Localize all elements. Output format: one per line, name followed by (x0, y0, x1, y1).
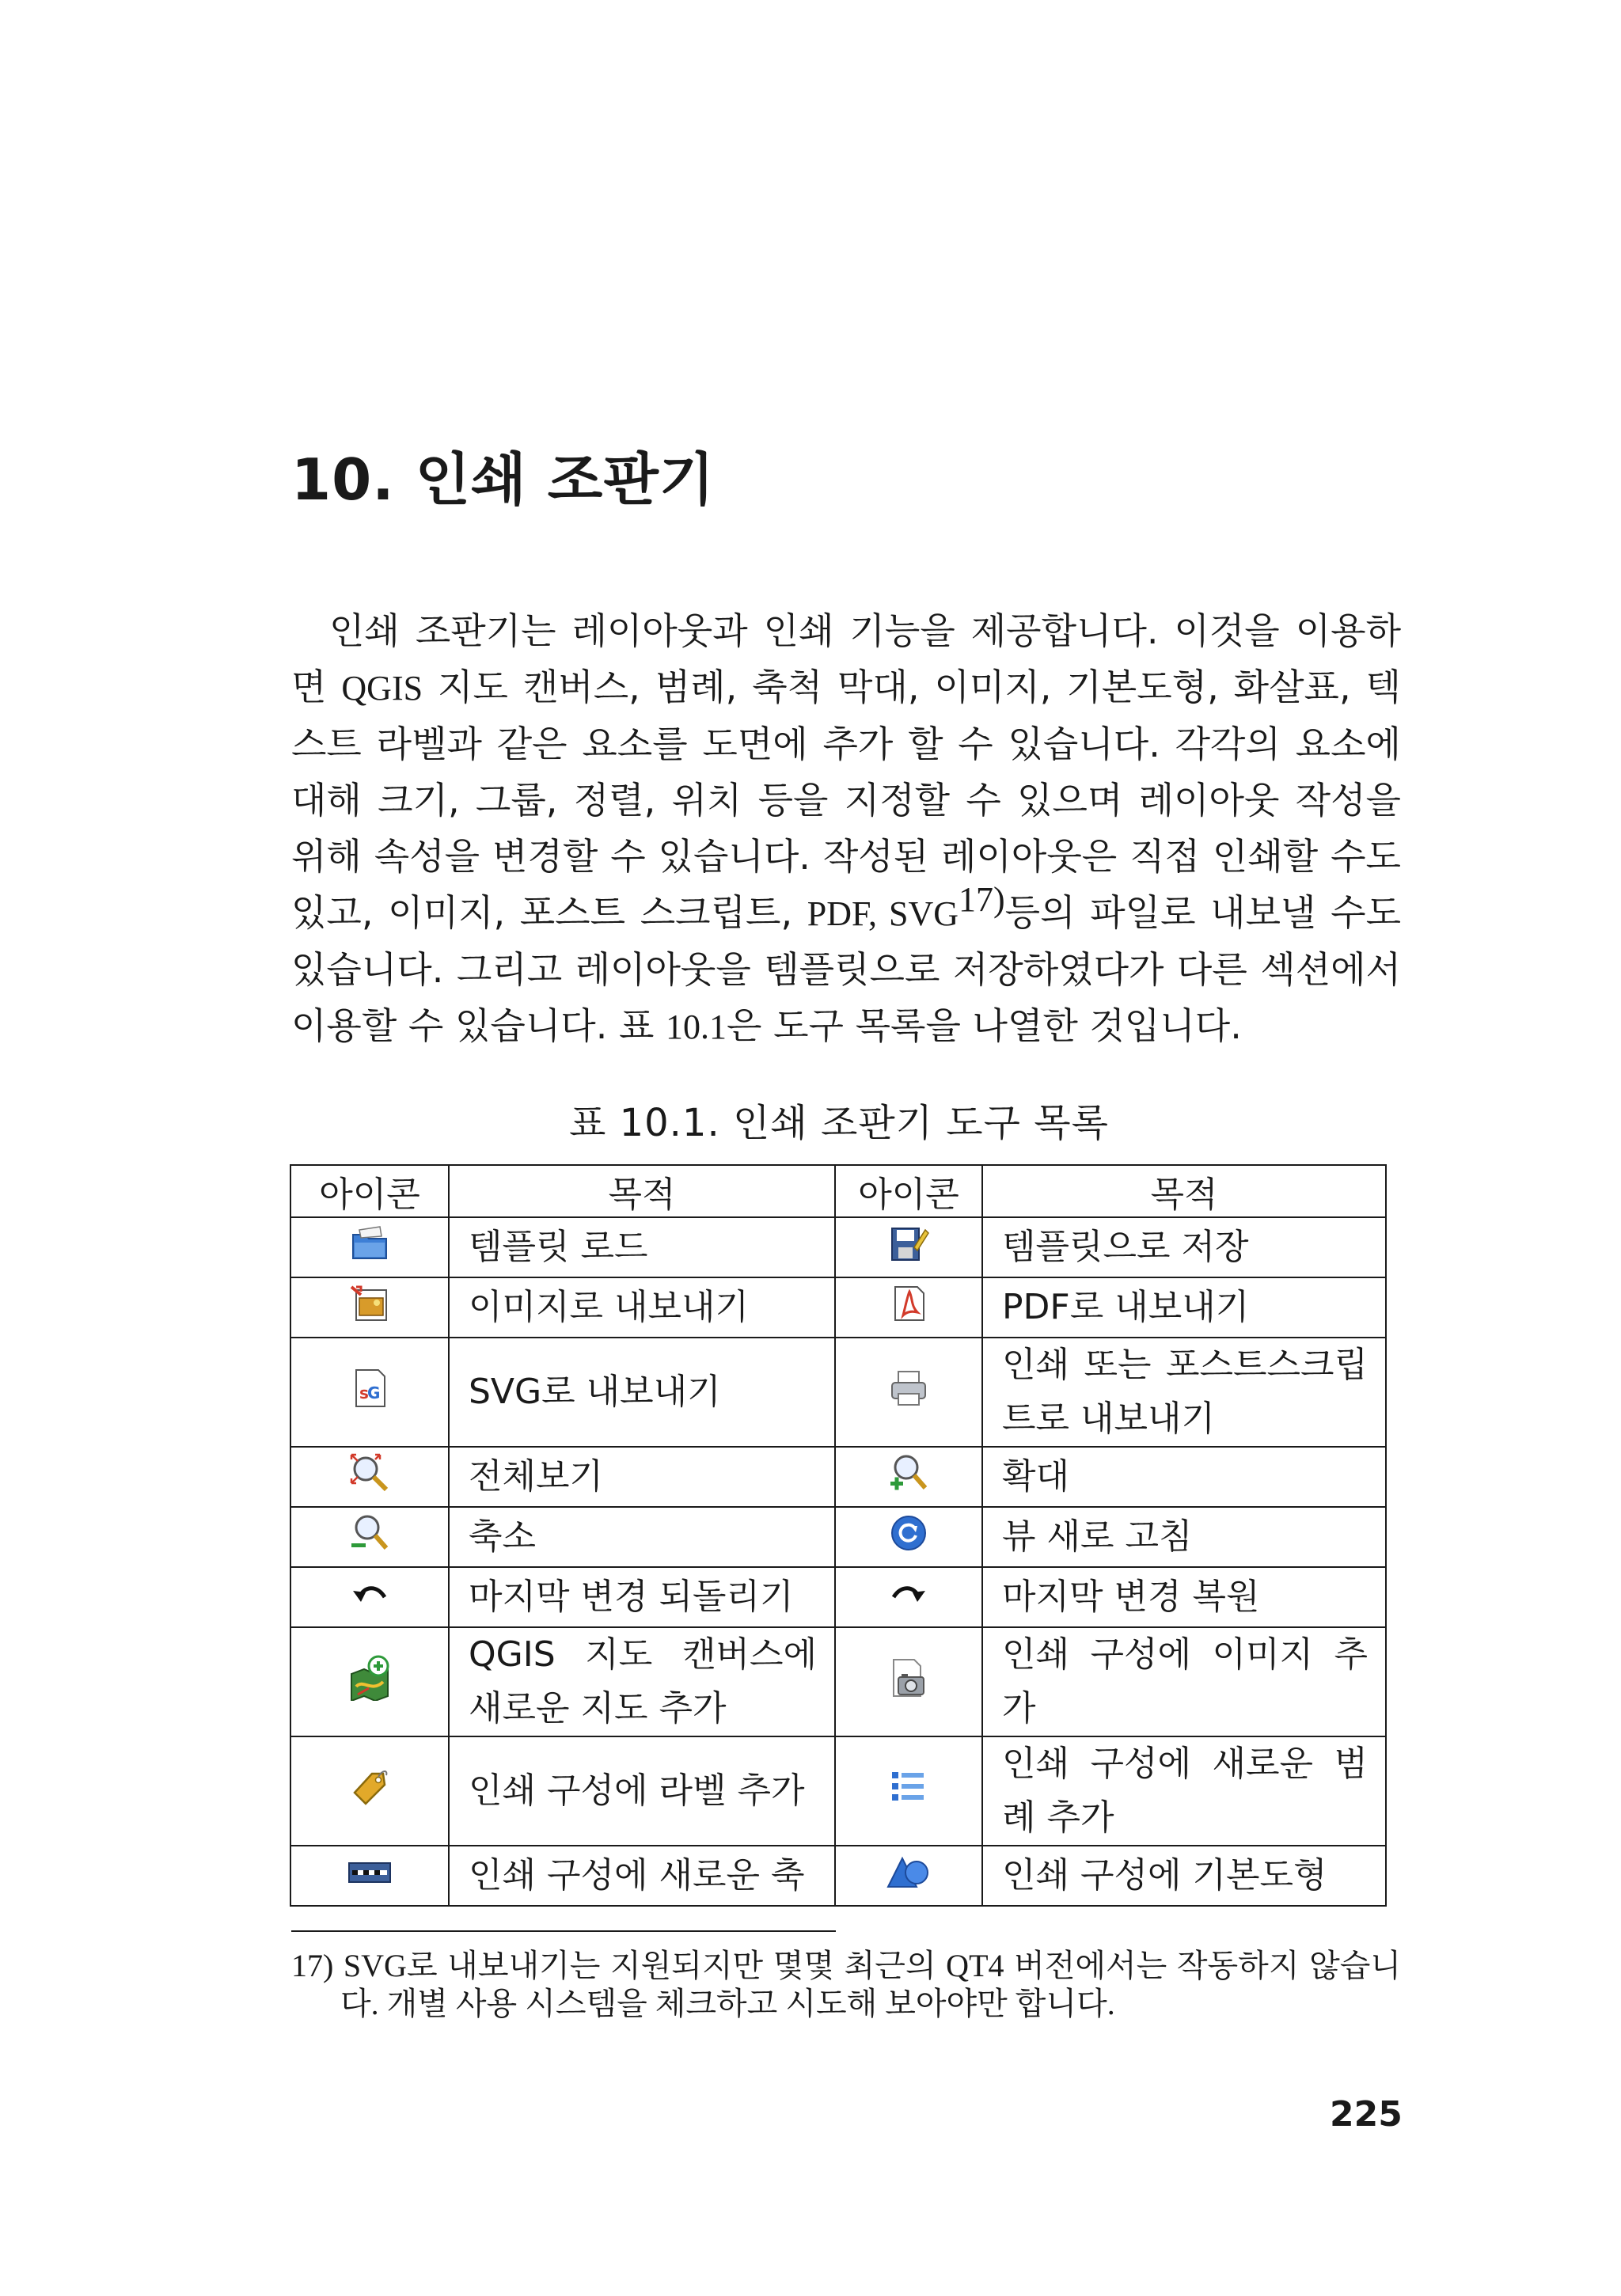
zoom-out-icon (348, 1512, 391, 1563)
table-row (290, 1338, 1386, 1447)
print-postscript-label: 인쇄 또는 포스트스크립트로 내보내기 (982, 1338, 1386, 1447)
header-icon-right: 아이콘 (835, 1165, 982, 1217)
footnote: 17) SVG로 내보내기는 지원되지만 몇몇 최근의 QT4 버전에서는 작동하지 않습니다. 개별 사용 시스템을 체크하고 시도해 보아야만 합니다. (291, 1948, 1401, 2021)
table-caption: 표 10.1. 인쇄 조판기 도구 목록 (568, 1101, 1110, 1145)
undo-icon (348, 1578, 391, 1619)
refresh-view-label: 뷰 새로 고침 (982, 1507, 1386, 1567)
page-number: 225 (1330, 2094, 1403, 2135)
table-row (290, 1507, 1386, 1567)
intro-text-1: 인쇄 조판기는 레이아웃과 인쇄 기능을 제공합니다. 이것을 이용하면 (291, 609, 1401, 708)
load-template-label: 템플릿 로드 (449, 1217, 835, 1277)
add-legend-label: 인쇄 구성에 새로운 범례 추가 (982, 1736, 1386, 1846)
zoom-full-icon (348, 1452, 391, 1503)
tool-table (290, 1164, 1387, 1907)
save-template-icon (887, 1224, 930, 1272)
footnote-ref[interactable]: 17) (959, 880, 1005, 919)
pdf-icon (887, 1284, 930, 1332)
intro-pdf-svg: PDF, SVG (807, 894, 959, 933)
add-image-label: 인쇄 구성에 이미지 추가 (982, 1627, 1386, 1736)
add-scalebar-icon (346, 1857, 393, 1897)
intro-paragraph (291, 603, 1401, 1055)
table-row (290, 1736, 1386, 1846)
export-pdf-label: PDF로 내보내기 (982, 1277, 1386, 1338)
add-map-icon (348, 1655, 391, 1710)
add-label-label: 인쇄 구성에 라벨 추가 (449, 1736, 835, 1846)
add-scalebar-label: 인쇄 구성에 새로운 축 (449, 1846, 835, 1906)
chapter-title: 10. 인쇄 조판기 (291, 446, 716, 513)
table-row (290, 1567, 1386, 1627)
add-shape-label: 인쇄 구성에 기본도형 (982, 1846, 1386, 1906)
intro-qgis: QGIS (341, 669, 423, 708)
header-icon-left: 아이콘 (290, 1165, 449, 1217)
table-row (290, 1627, 1386, 1736)
intro-text-3: 등의 파일로 내보낼 수도 있습니다. 그리고 레이아웃을 템플릿으로 저장하였다가 다른 섹션에서 이용할 수 있습니다. 표 (291, 891, 1402, 1047)
zoom-in-icon (887, 1452, 930, 1503)
redo-label: 마지막 변경 복원 (982, 1567, 1386, 1627)
undo-label: 마지막 변경 되돌리기 (449, 1567, 835, 1627)
zoom-out-label: 축소 (449, 1507, 835, 1567)
header-purpose-left: 목적 (449, 1165, 835, 1217)
table-row (290, 1447, 1386, 1507)
redo-icon (887, 1578, 930, 1619)
add-image-icon (887, 1657, 930, 1708)
svg-text:G: G (367, 1383, 381, 1402)
load-template-icon (348, 1224, 391, 1272)
svg-text:s: s (359, 1383, 369, 1402)
footnote-divider (291, 1930, 836, 1932)
export-image-label: 이미지로 내보내기 (449, 1277, 835, 1338)
table-row (290, 1846, 1386, 1906)
printer-icon (887, 1367, 930, 1418)
svg-icon (348, 1367, 391, 1418)
table-row (290, 1277, 1386, 1338)
export-image-icon (348, 1284, 391, 1332)
zoom-full-label: 전체보기 (449, 1447, 835, 1507)
add-label-icon (348, 1766, 391, 1817)
export-svg-label: SVG로 내보내기 (449, 1338, 835, 1447)
add-map-label: QGIS 지도 캔버스에 새로운 지도 추가 (449, 1627, 835, 1736)
add-legend-icon (887, 1766, 930, 1817)
intro-text-2: 지도 캔버스, 범례, 축척 막대, 이미지, 기본도형, 화살표, 텍스트 라벨과 같은 요소를 도면에 추가 할 수 있습니다. 각각의 요소에 대해 크기, 그룹, 정렬, 위치 등을 지정할 수 있으며 레이아웃 작성을 위해 속성을 변경할 수 있습니다. 작성된 레이아웃은 직접 인쇄할 수도 있고, 이미지, 포스트 스크립트, (291, 666, 1401, 934)
header-purpose-right: 목적 (982, 1165, 1386, 1217)
refresh-icon (887, 1512, 930, 1563)
intro-text-4: 은 도구 목록을 나열한 것입니다. (727, 1004, 1242, 1047)
table-row (290, 1217, 1386, 1277)
zoom-in-label: 확대 (982, 1447, 1386, 1507)
add-shape-icon (885, 1852, 932, 1900)
table-header-row (290, 1165, 1386, 1217)
save-template-label: 템플릿으로 저장 (982, 1217, 1386, 1277)
intro-table-ref: 10.1 (666, 1008, 727, 1046)
